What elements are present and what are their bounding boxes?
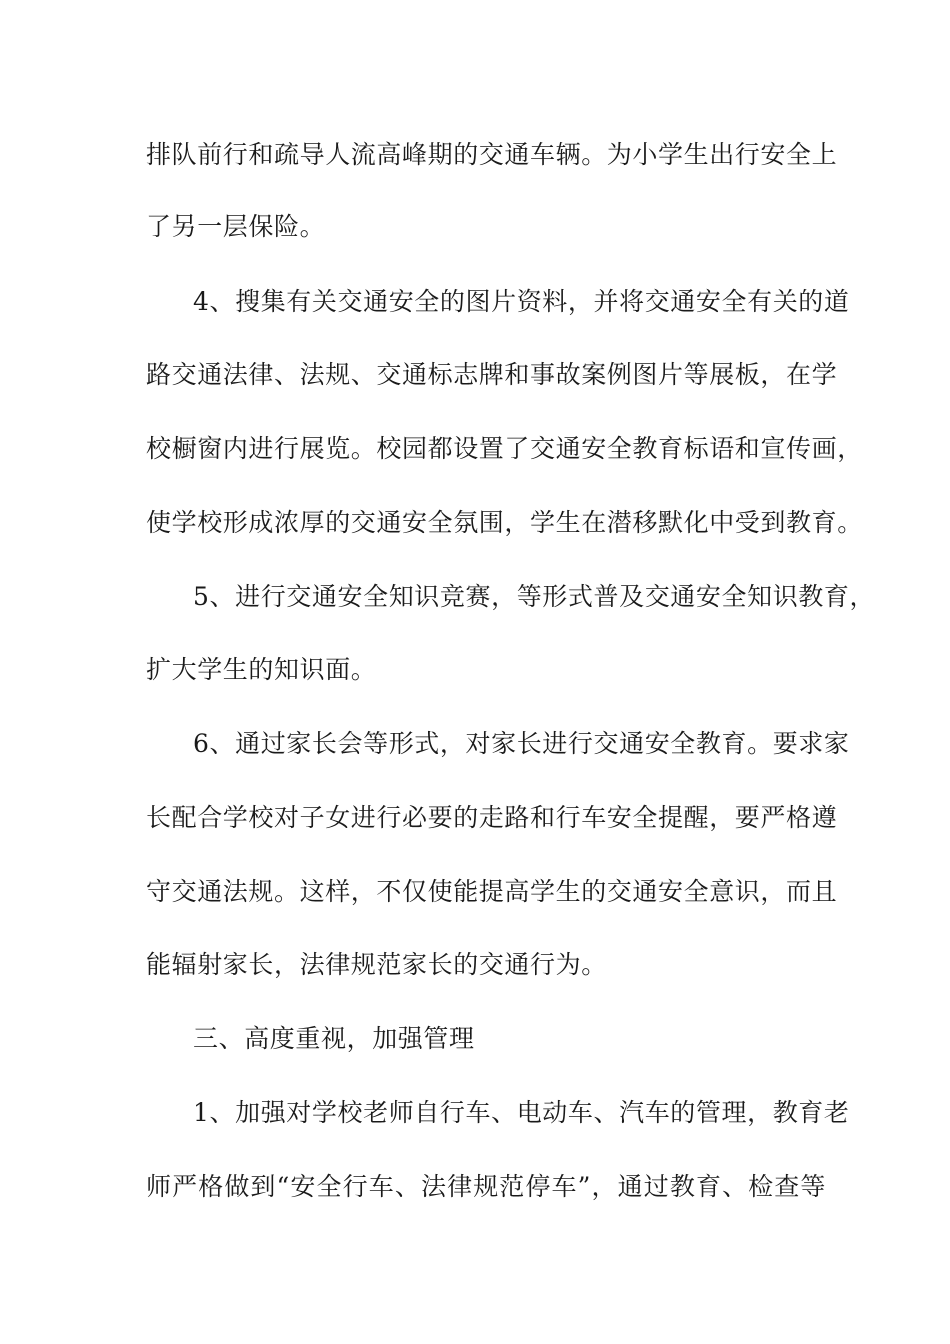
paragraph-line: 排队前行和疏导人流高峰期的交通车辆。为小学生出行安全上 xyxy=(146,140,838,169)
paragraph-line: 4、搜集有关交通安全的图片资料，并将交通安全有关的道 xyxy=(193,287,850,316)
paragraph-line: 扩大学生的知识面。 xyxy=(146,655,377,684)
paragraph-line: 能辐射家长，法律规范家长的交通行为。 xyxy=(146,950,607,979)
paragraph-line: 1、加强对学校老师自行车、电动车、汽车的管理，教育老 xyxy=(193,1098,850,1127)
section-heading: 三、高度重视，加强管理 xyxy=(193,1024,475,1053)
paragraph-line: 师严格做到“安全行车、法律规范停车”，通过教育、检查等 xyxy=(146,1172,826,1201)
paragraph-line: 6、通过家长会等形式，对家长进行交通安全教育。要求家 xyxy=(193,729,850,758)
paragraph-line: 校橱窗内进行展览。校园都设置了交通安全教育标语和宣传画， xyxy=(146,434,863,463)
paragraph-line: 使学校形成浓厚的交通安全氛围，学生在潜移默化中受到教育。 xyxy=(146,508,863,537)
paragraph-line: 长配合学校对子女进行必要的走路和行车安全提醒，要严格遵 xyxy=(146,803,838,832)
paragraph-line: 路交通法律、法规、交通标志牌和事故案例图片等展板，在学 xyxy=(146,360,838,389)
paragraph-line: 了另一层保险。 xyxy=(146,212,326,241)
paragraph-line: 5、进行交通安全知识竞赛，等形式普及交通安全知识教育， xyxy=(193,582,876,611)
paragraph-line: 守交通法规。这样，不仅使能提高学生的交通安全意识，而且 xyxy=(146,877,838,906)
